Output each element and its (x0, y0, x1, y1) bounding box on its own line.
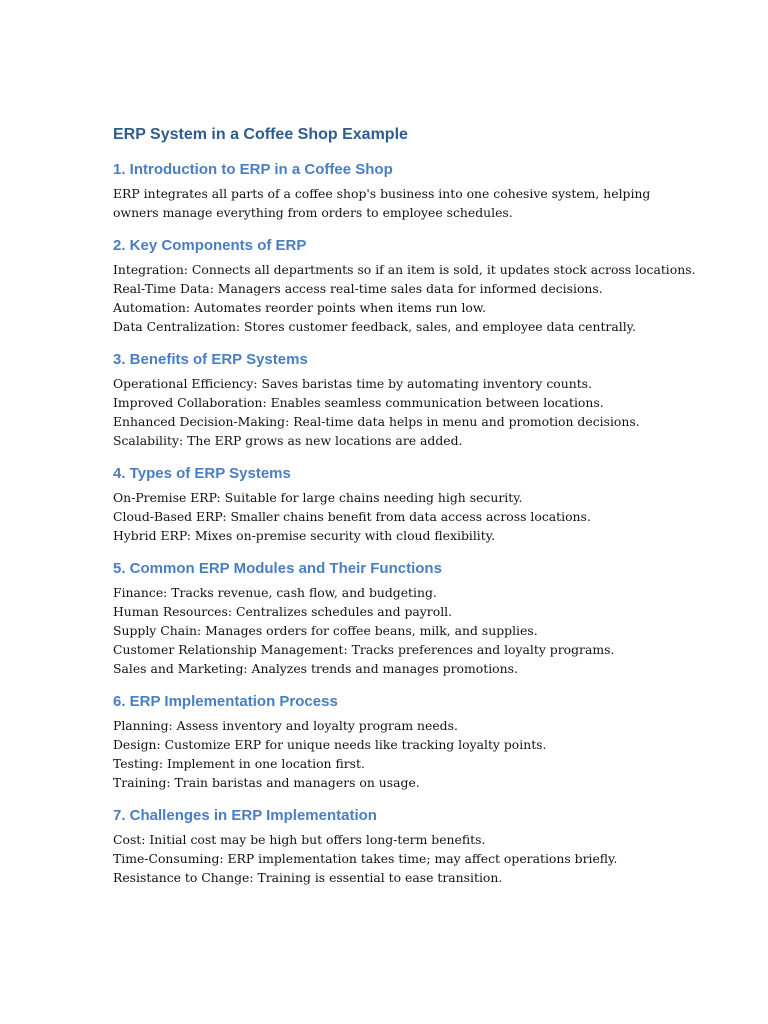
section-heading: 7. Challenges in ERP Implementation (113, 807, 377, 824)
section-types (113, 464, 673, 545)
body-line: Testing: Implement in one location first. (113, 756, 365, 771)
body-line: Hybrid ERP: Mixes on-premise security with cloud flexibility. (113, 528, 496, 543)
body-line: On-Premise ERP: Suitable for large chains needing high security. (113, 490, 523, 505)
section-introduction (113, 160, 673, 222)
body-line: Supply Chain: Manages orders for coffee beans, milk, and supplies. (113, 623, 538, 638)
section-heading: 3. Benefits of ERP Systems (113, 351, 308, 368)
body-line: Training: Train baristas and managers on usage. (113, 775, 420, 790)
body-line: ERP integrates all parts of a coffee shop's business into one cohesive system, helping (113, 186, 651, 201)
section-benefits (113, 350, 673, 450)
section-heading: 1. Introduction to ERP in a Coffee Shop (113, 161, 393, 178)
body-line: Real-Time Data: Managers access real-time sales data for informed decisions. (113, 281, 603, 296)
body-line: Human Resources: Centralizes schedules and payroll. (113, 604, 453, 619)
body-line: owners manage everything from orders to employee schedules. (113, 205, 513, 220)
body-line: Improved Collaboration: Enables seamless communication between locations. (113, 395, 604, 410)
section-heading: 6. ERP Implementation Process (113, 693, 338, 710)
body-line: Integration: Connects all departments so if an item is sold, it updates stock across locations. (113, 262, 696, 277)
body-line: Data Centralization: Stores customer feedback, sales, and employee data centrally. (113, 319, 636, 334)
body-line: Enhanced Decision-Making: Real-time data helps in menu and promotion decisions. (113, 414, 640, 429)
body-line: Finance: Tracks revenue, cash flow, and budgeting. (113, 585, 437, 600)
section-implementation (113, 692, 673, 792)
section-heading: 5. Common ERP Modules and Their Functions (113, 560, 442, 577)
body-line: Planning: Assess inventory and loyalty program needs. (113, 718, 458, 733)
body-line: Cloud-Based ERP: Smaller chains benefit from data access across locations. (113, 509, 591, 524)
body-line: Resistance to Change: Training is essential to ease transition. (113, 870, 503, 885)
section-heading: 2. Key Components of ERP (113, 237, 307, 254)
document-page (113, 124, 696, 901)
body-line: Sales and Marketing: Analyzes trends and manages promotions. (113, 661, 518, 676)
body-line: Automation: Automates reorder points when items run low. (113, 300, 486, 315)
body-line: Customer Relationship Management: Tracks preferences and loyalty programs. (113, 642, 615, 657)
body-line: Operational Efficiency: Saves baristas time by automating inventory counts. (113, 376, 592, 391)
body-line: Scalability: The ERP grows as new locations are added. (113, 433, 463, 448)
section-challenges (113, 806, 673, 887)
body-line: Design: Customize ERP for unique needs like tracking loyalty points. (113, 737, 547, 752)
section-modules (113, 559, 673, 678)
document-title: ERP System in a Coffee Shop Example (113, 126, 408, 143)
body-line: Cost: Initial cost may be high but offers long-term benefits. (113, 832, 486, 847)
body-line: Time-Consuming: ERP implementation takes time; may affect operations briefly. (113, 851, 618, 866)
section-heading: 4. Types of ERP Systems (113, 465, 291, 482)
section-key-components (113, 236, 696, 336)
